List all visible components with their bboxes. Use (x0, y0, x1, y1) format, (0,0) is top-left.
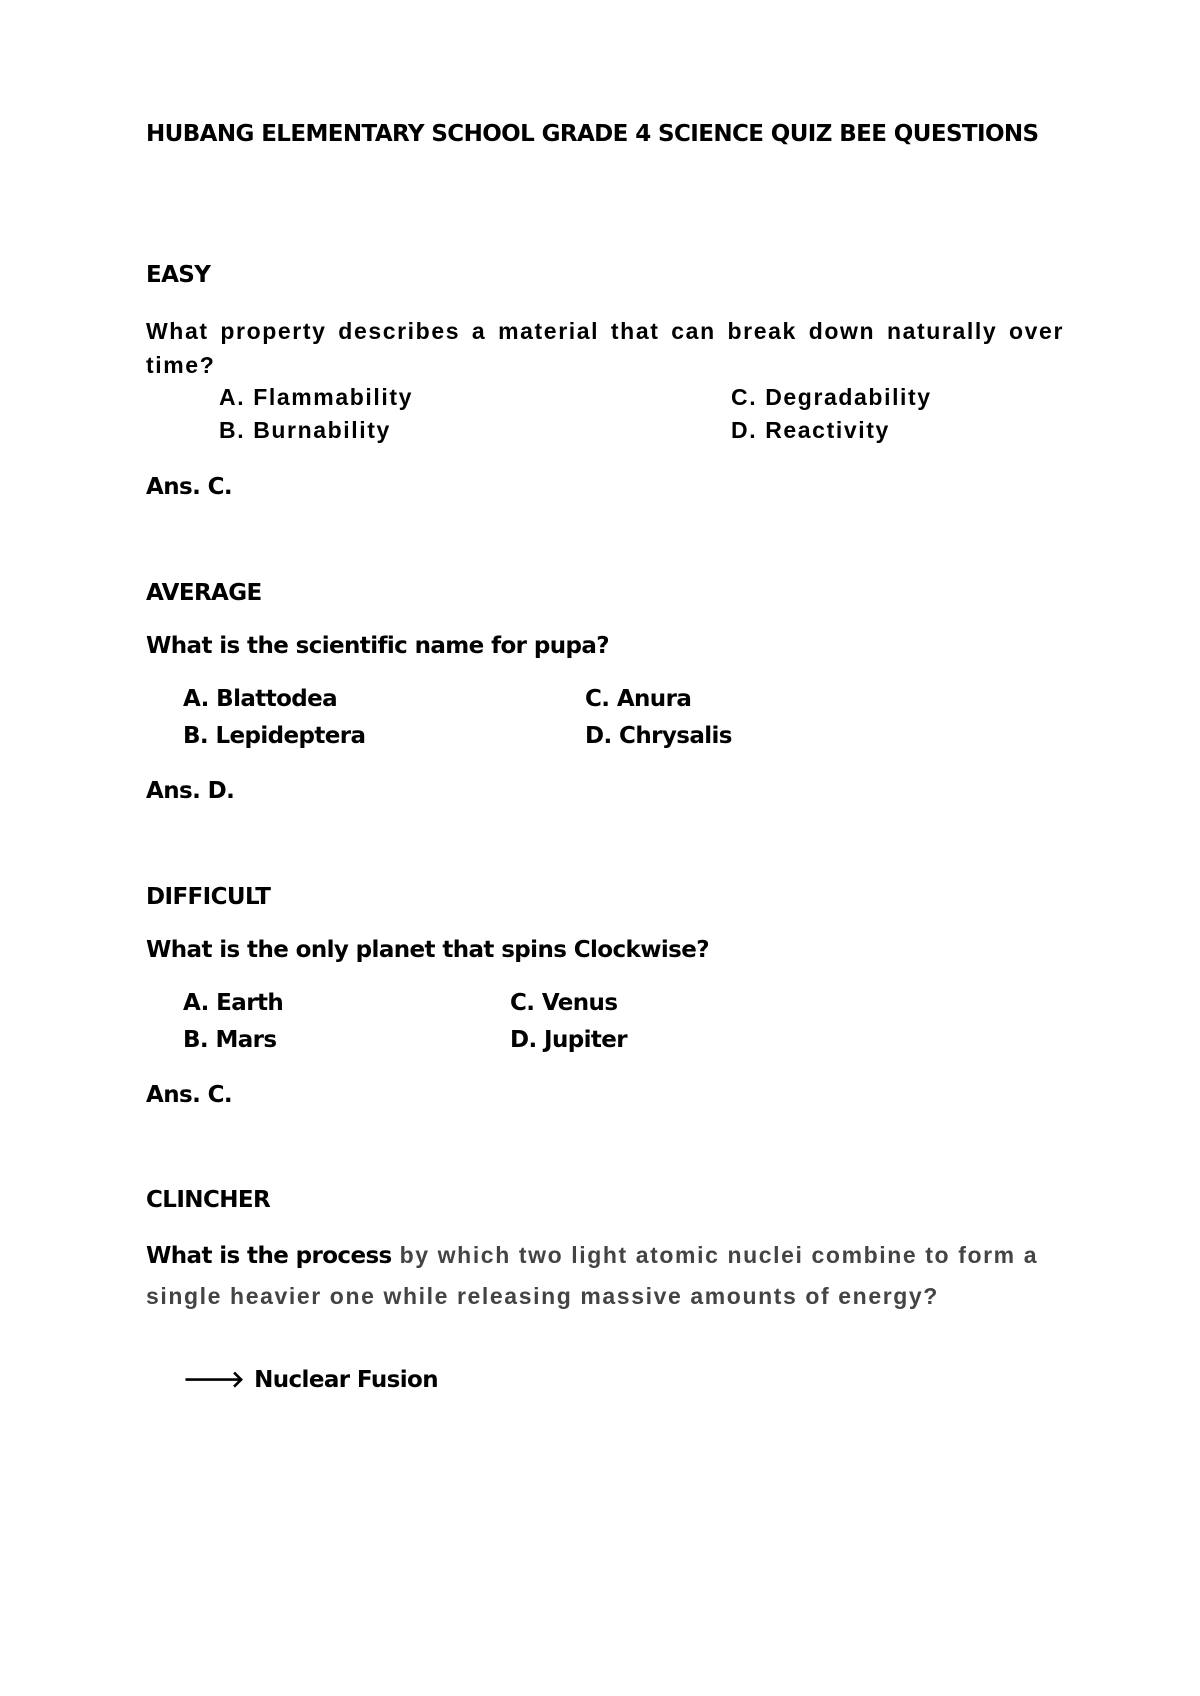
average-question: What is the scientific name for pupa? (146, 633, 610, 659)
average-option-b: B. Lepideptera (183, 723, 366, 749)
average-option-c: C. Anura (585, 686, 692, 712)
average-option-d: D. Chrysalis (585, 723, 732, 749)
document-title: HUBANG ELEMENTARY SCHOOL GRADE 4 SCIENCE QUIZ BEE QUESTIONS (146, 121, 1039, 147)
easy-heading: EASY (146, 262, 211, 288)
easy-option-c: C. Degradability (731, 384, 932, 410)
arrow-right-icon: 🡒 (183, 1367, 245, 1393)
easy-option-a: A. Flammability (219, 384, 413, 410)
difficult-option-a: A. Earth (183, 990, 284, 1016)
average-answer: Ans. D. (146, 778, 235, 804)
difficult-question: What is the only planet that spins Clockwise? (146, 937, 709, 963)
difficult-heading: DIFFICULT (146, 884, 271, 910)
easy-option-d: D. Reactivity (731, 417, 890, 443)
clincher-answer-line (183, 1365, 438, 1393)
easy-option-b: B. Burnability (219, 417, 391, 443)
average-heading: AVERAGE (146, 580, 262, 606)
difficult-answer: Ans. C. (146, 1082, 233, 1108)
clincher-answer: Nuclear Fusion (254, 1367, 438, 1393)
clincher-question (146, 1236, 1046, 1318)
easy-answer: Ans. C. (146, 474, 233, 500)
average-option-a: A. Blattodea (183, 686, 338, 712)
difficult-option-b: B. Mars (183, 1027, 277, 1053)
clincher-heading: CLINCHER (146, 1187, 271, 1213)
clincher-question-rest: by which two light atomic nuclei combine to form a single heavier one while releasing massive amounts of energy? (146, 1242, 1039, 1309)
easy-question: What property describes a material that can break down naturally over time? (146, 318, 1064, 378)
difficult-option-d: D. Jupiter (510, 1027, 628, 1053)
difficult-option-c: C. Venus (510, 990, 618, 1016)
clincher-question-bold: What is the process (146, 1243, 392, 1269)
